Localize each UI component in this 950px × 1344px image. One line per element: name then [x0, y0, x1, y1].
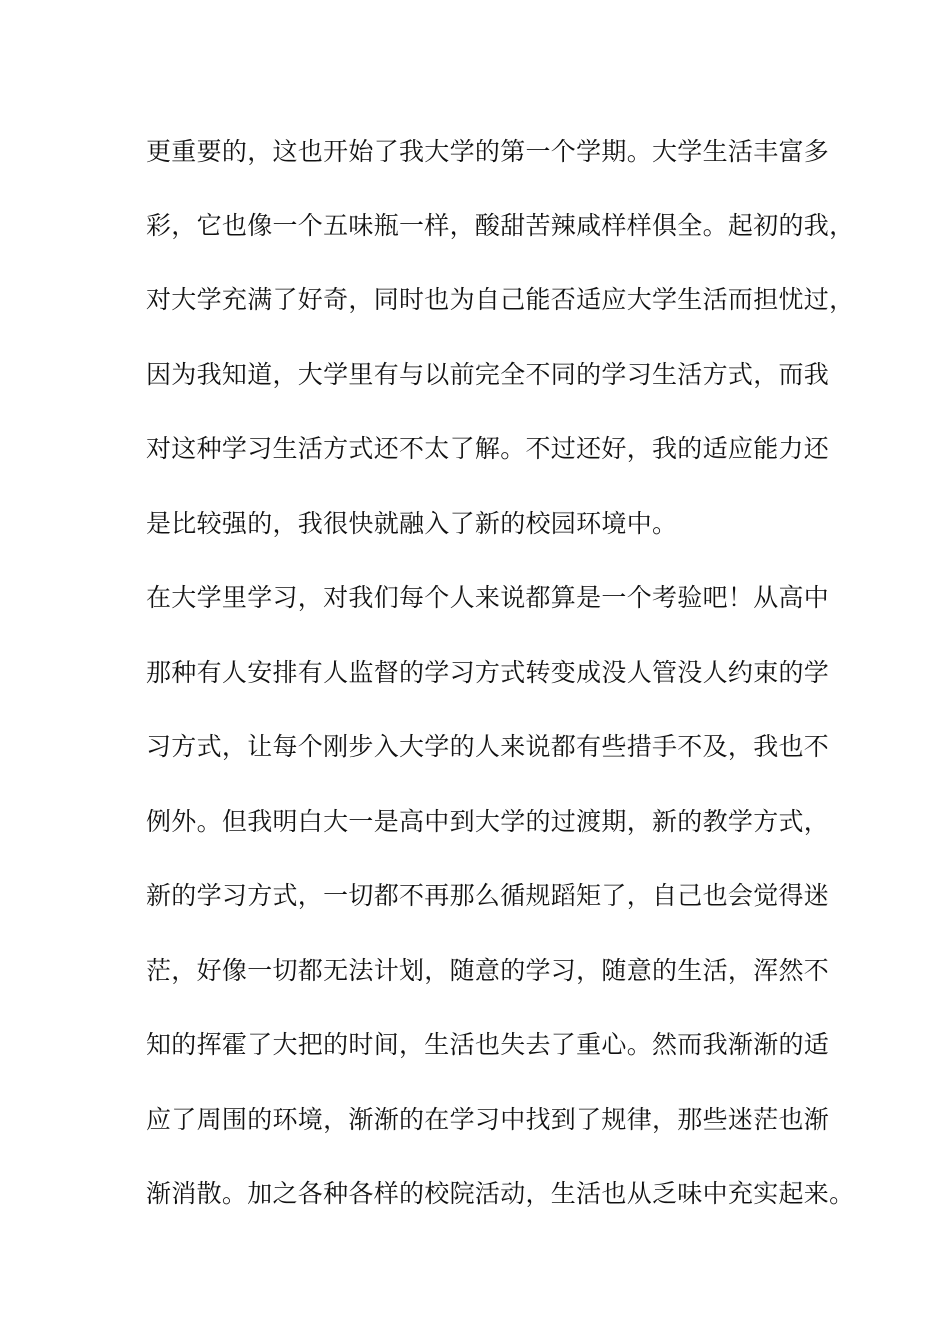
text-line: 例外。但我明白大一是高中到大学的过渡期，新的教学方式，: [146, 807, 830, 836]
text-line: 知的挥霍了大把的时间，生活也失去了重心。然而我渐渐的适: [146, 1030, 830, 1059]
text-line: 应了周围的环境，渐渐的在学习中找到了规律，那些迷茫也渐: [146, 1105, 830, 1134]
text-line: 是比较强的，我很快就融入了新的校园环境中。: [146, 509, 678, 538]
text-line: 那种有人安排有人监督的学习方式转变成没人管没人约束的学: [146, 658, 830, 687]
text-line: 因为我知道，大学里有与以前完全不同的学习生活方式，而我: [146, 360, 830, 389]
text-line: 茫，好像一切都无法计划，随意的学习，随意的生活，浑然不: [146, 956, 830, 985]
text-line: 对大学充满了好奇，同时也为自己能否适应大学生活而担忧过，: [146, 285, 855, 314]
text-line: 对这种学习生活方式还不太了解。不过还好，我的适应能力还: [146, 434, 830, 463]
text-line: 习方式，让每个刚步入大学的人来说都有些措手不及，我也不: [146, 732, 830, 761]
text-line: 新的学习方式，一切都不再那么循规蹈矩了，自己也会觉得迷: [146, 881, 830, 910]
text-line: 彩，它也像一个五味瓶一样，酸甜苦辣咸样样俱全。起初的我，: [146, 211, 855, 240]
text-line: 更重要的，这也开始了我大学的第一个学期。大学生活丰富多: [146, 137, 830, 166]
text-line: 渐消散。加之各种各样的校院活动，生活也从乏味中充实起来。: [146, 1179, 855, 1208]
text-line: 在大学里学习，对我们每个人来说都算是一个考验吧！从高中: [146, 583, 830, 612]
